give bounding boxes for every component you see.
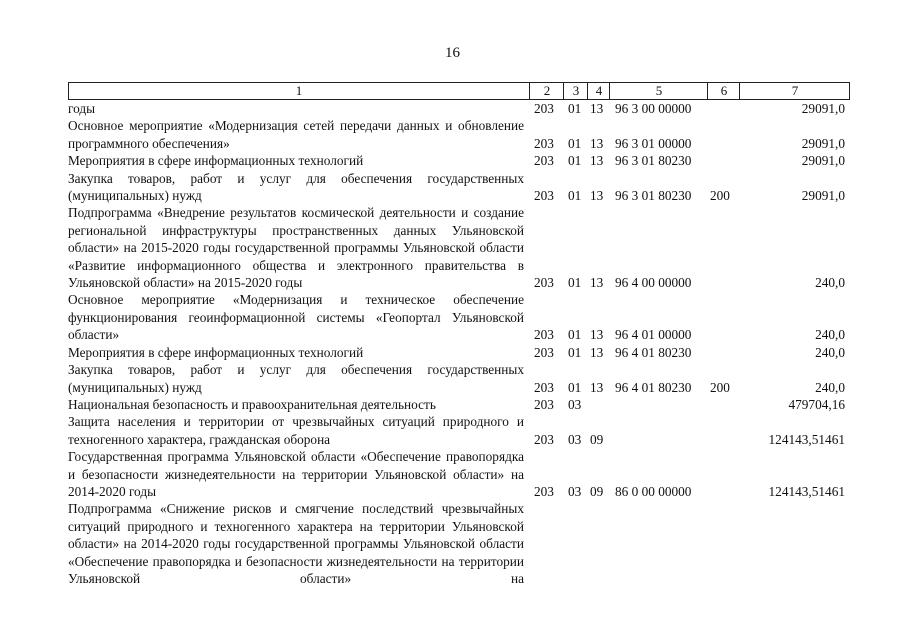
row-values [68, 152, 850, 169]
ministry-code: 203 [534, 431, 554, 447]
amount: 29091,0 [801, 135, 845, 151]
target-article-code: 96 4 01 80230 [615, 344, 692, 360]
target-article-code: 96 3 01 00000 [615, 135, 692, 151]
subsection-code: 13 [590, 135, 604, 151]
table-row [68, 361, 850, 396]
subsection-code: 09 [590, 483, 604, 499]
section-code: 01 [568, 153, 582, 169]
ministry-code: 203 [534, 135, 554, 151]
row-values [68, 344, 850, 361]
page-number: 16 [445, 45, 460, 61]
row-values [68, 570, 850, 587]
subsection-code: 13 [590, 188, 604, 204]
table-header [68, 82, 850, 100]
row-values [68, 274, 850, 291]
expense-type-code: 200 [710, 188, 730, 204]
row-description: Закупка товаров, работ и услуг для обеспечения государственных (муниципальных) нужд [68, 362, 524, 395]
row-values [68, 431, 850, 448]
row-description: Подпрограмма «Снижение рисков и смягчение последствий чрезвычайных ситуаций природного и техногенного характера на территории Ульяновской области» на 2014-2020 годы государственной программы Ульяновской области «Обеспечение правопорядка и безопасности жизнедеятельности на территории Ульяновской области» на [68, 501, 524, 586]
row-values [68, 187, 850, 204]
section-code: 01 [568, 379, 582, 395]
amount: 240,0 [815, 275, 845, 291]
ministry-code: 203 [534, 275, 554, 291]
section-code: 01 [568, 135, 582, 151]
row-description: Основное мероприятие «Модернизация сетей передачи данных и обновление программного обеспечения» [68, 118, 524, 151]
section-code: 03 [568, 396, 582, 412]
ministry-code: 203 [534, 396, 554, 412]
amount: 29091,0 [801, 101, 845, 117]
target-article-code: 96 4 01 80230 [615, 379, 692, 395]
amount: 29091,0 [801, 188, 845, 204]
amount: 479704,16 [788, 396, 845, 412]
subsection-code: 13 [590, 344, 604, 360]
section-code: 01 [568, 101, 582, 117]
table-body [68, 100, 850, 587]
row-values [68, 483, 850, 500]
target-article-code: 96 3 01 80230 [615, 153, 692, 169]
subsection-code: 13 [590, 101, 604, 117]
ministry-code: 203 [534, 153, 554, 169]
row-values [68, 100, 850, 117]
section-code: 03 [568, 431, 582, 447]
ministry-code: 203 [534, 344, 554, 360]
target-article-code: 86 0 00 00000 [615, 483, 692, 499]
section-code: 01 [568, 188, 582, 204]
subsection-code: 13 [590, 275, 604, 291]
row-values [68, 326, 850, 343]
row-description: Подпрограмма «Внедрение результатов космической деятельности и создание региональной инфраструктуры пространственных данных Ульяновской области» на 2015-2020 годы государственной программы Ульяновской области «Развитие информационного общества и электронного правительства в Ульяновской области» на 2015-2020 годы [68, 205, 524, 291]
table-row [68, 448, 850, 500]
target-article-code: 96 4 01 00000 [615, 327, 692, 343]
table-row [68, 100, 850, 117]
table-row [68, 204, 850, 291]
header-col-7: 7 [739, 83, 850, 99]
subsection-code: 13 [590, 379, 604, 395]
ministry-code: 203 [534, 101, 554, 117]
table-row [68, 117, 850, 152]
subsection-code: 13 [590, 153, 604, 169]
ministry-code: 203 [534, 483, 554, 499]
row-description: Мероприятия в сфере информационных технологий [68, 153, 364, 169]
header-col-5: 5 [609, 83, 708, 99]
row-description: Государственная программа Ульяновской области «Обеспечение правопорядка и безопасности жизнедеятельности на территории Ульяновской области» на 2014-2020 годы [68, 449, 524, 499]
table-row [68, 152, 850, 169]
header-col-2: 2 [529, 83, 564, 99]
row-description: Защита населения и территории от чрезвычайных ситуаций природного и техногенного характера, гражданская оборона [68, 414, 524, 447]
subsection-code: 13 [590, 327, 604, 343]
table-row [68, 500, 850, 587]
target-article-code: 96 3 01 80230 [615, 188, 692, 204]
budget-table [68, 82, 850, 587]
table-row [68, 413, 850, 448]
section-code: 03 [568, 483, 582, 499]
amount: 240,0 [815, 327, 845, 343]
section-code: 01 [568, 275, 582, 291]
amount: 124143,51461 [768, 483, 845, 499]
row-values [68, 396, 850, 413]
row-description: Основное мероприятие «Модернизация и техническое обеспечение функционирования геоинформационной системы «Геопортал Ульяновской области» [68, 292, 524, 343]
table-row [68, 170, 850, 205]
row-values [68, 379, 850, 396]
subsection-code: 09 [590, 431, 604, 447]
section-code: 01 [568, 344, 582, 360]
amount: 240,0 [815, 344, 845, 360]
header-col-4: 4 [587, 83, 610, 99]
amount: 29091,0 [801, 153, 845, 169]
section-code: 01 [568, 327, 582, 343]
header-col-3: 3 [563, 83, 588, 99]
row-description: Национальная безопасность и правоохранительная деятельность [68, 396, 436, 412]
header-col-6: 6 [707, 83, 740, 99]
row-description: годы [68, 101, 96, 116]
expense-type-code: 200 [710, 379, 730, 395]
ministry-code: 203 [534, 379, 554, 395]
amount: 240,0 [815, 379, 845, 395]
ministry-code: 203 [534, 188, 554, 204]
amount: 124143,51461 [768, 431, 845, 447]
row-description: Закупка товаров, работ и услуг для обеспечения государственных (муниципальных) нужд [68, 170, 524, 204]
table-row [68, 291, 850, 343]
target-article-code: 96 3 00 00000 [615, 101, 692, 117]
row-values [68, 135, 850, 152]
header-col-1: 1 [295, 83, 303, 98]
target-article-code: 96 4 00 00000 [615, 275, 692, 291]
ministry-code: 203 [534, 327, 554, 343]
table-row [68, 344, 850, 361]
row-description: Мероприятия в сфере информационных технологий [68, 344, 364, 360]
table-row [68, 396, 850, 413]
